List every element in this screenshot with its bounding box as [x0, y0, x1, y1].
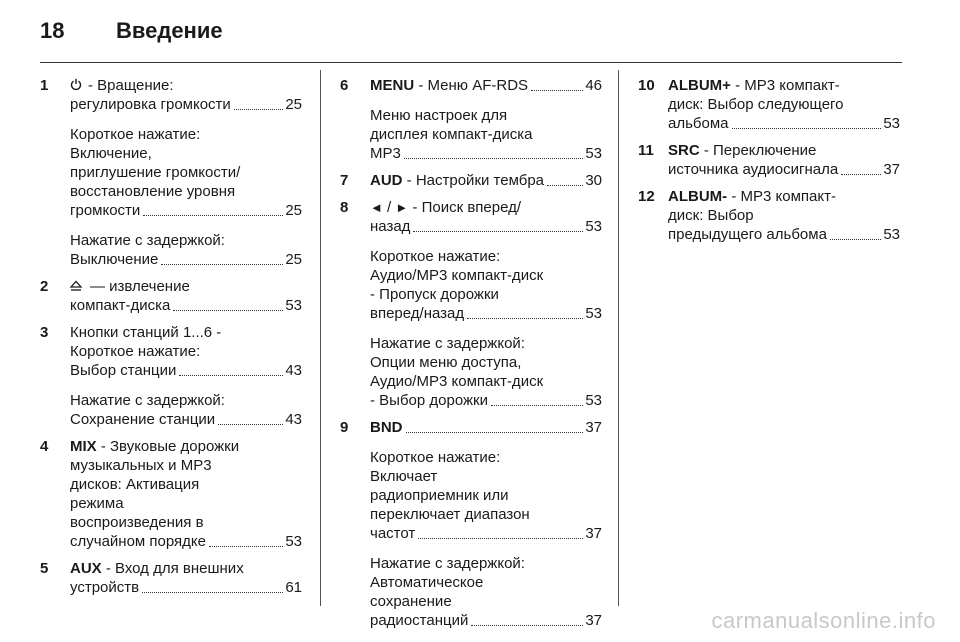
entry-text: Кнопки станций 1...6 - — [70, 324, 222, 341]
entry-paragraph — [370, 76, 602, 95]
entry-text: - Поиск вперед/ — [408, 199, 522, 216]
entry-text: громкости — [70, 202, 141, 219]
entry-text: музыкальных и MP3 — [70, 457, 212, 474]
column-divider-1 — [320, 70, 321, 606]
entry-number: 5 — [40, 560, 49, 577]
entry-text: регулировка громкости — [70, 96, 231, 113]
entry-text: восстановление уровня — [70, 183, 236, 200]
entry-text: Выбор станции — [70, 362, 177, 379]
separator: / — [382, 199, 396, 216]
entry-number: 11 — [638, 142, 654, 159]
entry-7 — [340, 171, 602, 190]
entry-text: радиостанций — [370, 612, 469, 629]
entry-text: Сохранение станции — [70, 411, 216, 428]
column-1 — [40, 76, 302, 597]
entry-text: Нажатие с задержкой: — [70, 392, 225, 409]
entry-text: - Меню AF-RDS — [414, 77, 529, 94]
entry-text: - Выбор дорожки — [370, 392, 488, 409]
entry-paragraph — [370, 106, 602, 163]
page-ref[interactable]: 53 — [585, 218, 602, 235]
entry-text: - Звуковые дорожки — [96, 438, 240, 455]
entry-number: 9 — [340, 419, 349, 436]
entry-number: 2 — [40, 278, 49, 295]
page-ref[interactable]: 25 — [285, 96, 302, 113]
header-rule — [40, 62, 902, 63]
page-number: 18 — [40, 18, 65, 43]
eject-icon — [70, 280, 82, 292]
entry-text: Включение, — [70, 145, 152, 162]
seek-back-icon: ◄ — [370, 200, 383, 215]
entry-text: переключает диапазон — [370, 506, 530, 523]
entry-paragraph — [70, 391, 302, 429]
button-keyword: AUX — [70, 560, 102, 577]
entry-1 — [40, 76, 302, 269]
column-3 — [638, 76, 900, 244]
page-ref[interactable]: 37 — [883, 161, 900, 178]
entry-12 — [638, 187, 900, 244]
page-ref[interactable]: 53 — [585, 305, 602, 322]
button-keyword: AUD — [370, 172, 403, 189]
page-ref[interactable]: 30 — [585, 172, 602, 189]
entry-paragraph — [668, 187, 900, 244]
page-ref[interactable]: 53 — [285, 297, 302, 314]
entry-text: Короткое нажатие: — [370, 449, 501, 466]
entry-number: 3 — [40, 324, 49, 341]
entry-3 — [40, 323, 302, 429]
entry-text: диск: Выбор — [668, 207, 754, 224]
entry-paragraph — [70, 231, 302, 269]
entry-text: назад — [370, 218, 411, 235]
entry-paragraph — [668, 141, 900, 179]
entry-text: Нажатие с задержкой: — [370, 335, 525, 352]
entry-text: предыдущего альбома — [668, 226, 827, 243]
entry-number: 12 — [638, 188, 655, 205]
page-title: Введение — [116, 18, 223, 43]
entry-text: - MP3 компакт- — [730, 77, 840, 94]
entry-paragraph — [370, 247, 602, 323]
entry-text: воспроизведения в — [70, 514, 204, 531]
entry-number: 6 — [340, 77, 349, 94]
entry-text: альбома — [668, 115, 729, 132]
entry-10 — [638, 76, 900, 133]
entry-8 — [340, 198, 602, 410]
column-2 — [340, 76, 602, 630]
button-keyword: MIX — [70, 438, 97, 455]
button-keyword: ALBUM- — [668, 188, 728, 205]
entry-text: - Переключение — [699, 142, 817, 159]
entry-text: частот — [370, 525, 416, 542]
entry-text: MP3 — [370, 145, 401, 162]
entry-text: компакт-диска — [70, 297, 171, 314]
entry-text: дисков: Активация — [70, 476, 200, 493]
entry-paragraph — [370, 418, 602, 437]
entry-paragraph — [70, 76, 302, 114]
column-divider-2 — [618, 70, 619, 606]
button-keyword: BND — [370, 419, 403, 436]
entry-text: сохранение — [370, 593, 452, 610]
entry-number: 1 — [40, 77, 49, 94]
entry-text: приглушение громкости/ — [70, 164, 241, 181]
button-keyword: MENU — [370, 77, 415, 94]
entry-text: режима — [70, 495, 124, 512]
page-header — [40, 18, 902, 60]
entry-text: Короткое нажатие: — [370, 248, 501, 265]
entry-text: Включает — [370, 468, 438, 485]
entry-paragraph — [370, 198, 602, 236]
entry-text: диск: Выбор следующего — [668, 96, 844, 113]
entry-text: вперед/назад — [370, 305, 465, 322]
entry-4 — [40, 437, 302, 551]
page-ref[interactable]: 46 — [585, 77, 602, 94]
entry-text: - Пропуск дорожки — [370, 286, 499, 303]
power-icon — [70, 78, 82, 91]
entry-text: источника аудиосигнала — [668, 161, 839, 178]
entry-text: - MP3 компакт- — [727, 188, 836, 205]
entry-text: Опции меню доступа, — [370, 354, 522, 371]
entry-number: 7 — [340, 172, 349, 189]
entry-9 — [340, 418, 602, 630]
page-ref[interactable]: 37 — [585, 612, 602, 629]
entry-text: Короткое нажатие: — [70, 126, 201, 143]
entry-text: дисплея компакт-диска — [370, 126, 533, 143]
entry-paragraph — [668, 76, 900, 133]
entry-text: Выключение — [70, 251, 159, 268]
entry-paragraph — [70, 323, 302, 380]
entry-text: Короткое нажатие: — [70, 343, 201, 360]
entry-paragraph — [70, 125, 302, 220]
page-ref[interactable]: 37 — [585, 525, 602, 542]
entry-paragraph — [370, 448, 602, 543]
watermark: carmanualsonline.info — [711, 608, 936, 633]
page-ref[interactable]: 37 — [585, 419, 602, 436]
entry-text: радиоприемник или — [370, 487, 509, 504]
entry-paragraph — [370, 554, 602, 630]
entry-paragraph — [370, 171, 602, 190]
entry-5 — [40, 559, 302, 597]
button-keyword: ALBUM+ — [668, 77, 731, 94]
seek-forward-icon: ► — [395, 200, 409, 215]
entry-text: - Вход для внешних — [101, 560, 244, 577]
page-ref[interactable]: 61 — [285, 579, 302, 596]
entry-text: устройств — [70, 579, 140, 596]
page-ref[interactable]: 53 — [883, 226, 900, 243]
entry-text: Меню настроек для — [370, 107, 508, 124]
entry-6 — [340, 76, 602, 163]
entry-text: Аудио/MP3 компакт-диск — [370, 373, 544, 390]
page-ref[interactable]: 53 — [883, 115, 900, 132]
entry-paragraph — [370, 334, 602, 410]
entry-text: Нажатие с задержкой: — [370, 555, 525, 572]
entry-text: — извлечение — [90, 278, 190, 295]
entry-text: - Настройки тембра — [402, 172, 545, 189]
entry-text: - Вращение: — [88, 77, 174, 94]
button-keyword: SRC — [668, 142, 700, 159]
entry-paragraph — [70, 437, 302, 551]
page-ref[interactable]: 53 — [585, 145, 602, 162]
page-ref[interactable]: 43 — [285, 362, 302, 379]
page-ref[interactable]: 25 — [285, 251, 302, 268]
page-ref[interactable]: 43 — [285, 411, 302, 428]
page-ref[interactable]: 53 — [285, 533, 302, 550]
entry-paragraph — [70, 559, 302, 597]
page-ref[interactable]: 53 — [585, 392, 602, 409]
entry-11 — [638, 141, 900, 179]
entry-text: Автоматическое — [370, 574, 484, 591]
entry-2 — [40, 277, 302, 315]
entry-text: Нажатие с задержкой: — [70, 232, 225, 249]
entry-text: Аудио/MP3 компакт-диск — [370, 267, 544, 284]
page-ref[interactable]: 25 — [285, 202, 302, 219]
entry-number: 10 — [638, 77, 655, 94]
entry-number: 4 — [40, 438, 49, 455]
entry-text: случайном порядке — [70, 533, 206, 550]
entry-number: 8 — [340, 199, 349, 216]
entry-paragraph — [70, 277, 302, 315]
